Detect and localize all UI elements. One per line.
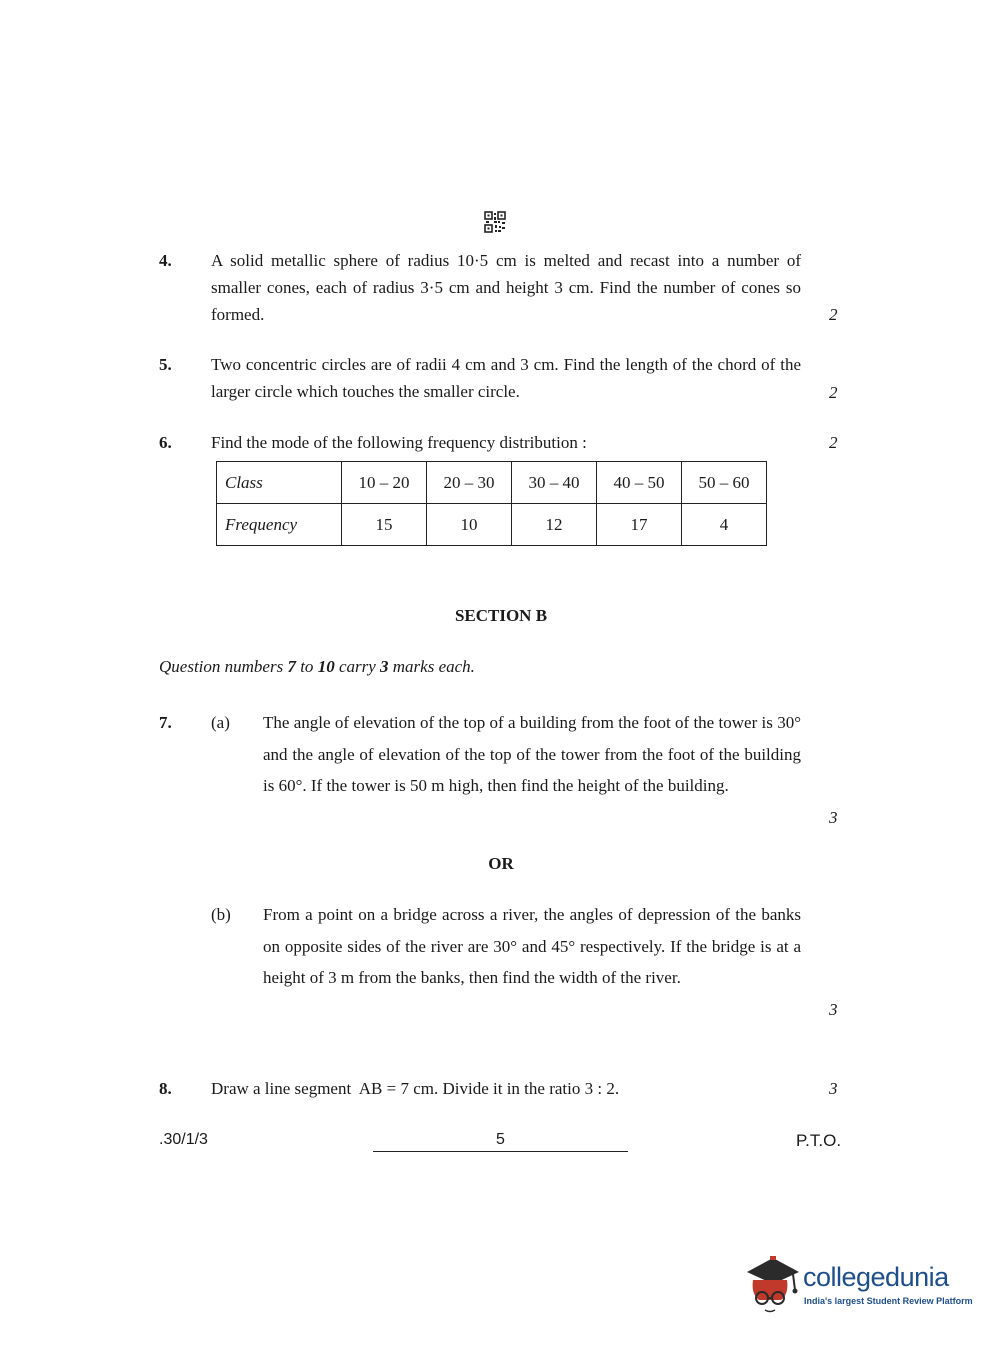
question-4-text: A solid metallic sphere of radius 10·5 cm is melted and recast into a number of smaller cones, each of radius 3·5 cm and height 3 cm. Find the number of cones so formed. xyxy=(211,251,801,324)
question-6-marks: 2 xyxy=(829,433,838,452)
table-cell: 10 xyxy=(427,504,512,546)
page-number: 5 xyxy=(496,1131,505,1148)
footer-rule xyxy=(373,1151,628,1152)
question-8-number: 8. xyxy=(159,1079,172,1098)
question-7b-label: (b) xyxy=(211,905,231,924)
question-6-number: 6. xyxy=(159,433,172,452)
instruction-text: to xyxy=(295,657,318,676)
table-row-frequency xyxy=(217,504,767,546)
question-5-marks: 2 xyxy=(829,383,838,402)
collegedunia-logo-icon xyxy=(743,1250,801,1318)
paper-code: .30/1/3 xyxy=(159,1131,208,1148)
section-instruction xyxy=(159,657,475,677)
question-7a-marks: 3 xyxy=(829,808,838,827)
question-7b-text: From a point on a bridge across a river, the angles of depression of the banks on opposite sides of the river are 30° and 45° respectively. If the bridge is at a height of 3 m from the banks, then find the width of the river. xyxy=(263,905,801,987)
instruction-to: 10 xyxy=(317,657,335,676)
table-cell: 15 xyxy=(342,504,427,546)
table-cell: 12 xyxy=(512,504,597,546)
instruction-from: 7 xyxy=(287,657,296,676)
question-8-marks: 3 xyxy=(829,1079,838,1098)
table-row-head: Class xyxy=(217,462,342,504)
question-6-text: Find the mode of the following frequency distribution : xyxy=(211,433,587,452)
question-8-text: Draw a line segment AB = 7 cm. Divide it in the ratio 3 : 2. xyxy=(211,1079,620,1098)
watermark-tagline: India's largest Student Review Platform xyxy=(804,1296,973,1306)
table-cell: 17 xyxy=(597,504,682,546)
table-cell: 30 – 40 xyxy=(512,462,597,504)
question-4-marks: 2 xyxy=(829,305,838,324)
question-7a-label: (a) xyxy=(211,713,230,732)
question-5-text: Two concentric circles are of radii 4 cm and 3 cm. Find the length of the chord of the larger circle which touches the smaller circle. xyxy=(211,355,801,401)
table-cell: 4 xyxy=(682,504,767,546)
question-7b-marks: 3 xyxy=(829,1000,838,1019)
question-7-number: 7. xyxy=(159,713,172,732)
question-4-number: 4. xyxy=(159,251,172,270)
table-cell: 50 – 60 xyxy=(682,462,767,504)
watermark-brand: collegedunia xyxy=(803,1262,949,1292)
table-cell: 20 – 30 xyxy=(427,462,512,504)
table-cell: 10 – 20 xyxy=(342,462,427,504)
question-5-number: 5. xyxy=(159,355,172,374)
section-title: SECTION B xyxy=(454,606,548,625)
or-separator: OR xyxy=(488,854,514,873)
instruction-text: marks each. xyxy=(388,657,475,676)
frequency-table xyxy=(216,461,767,546)
instruction-text: Question numbers xyxy=(159,657,288,676)
table-row-head: Frequency xyxy=(217,504,342,546)
instruction-text: carry xyxy=(334,657,381,676)
table-row-class xyxy=(217,462,767,504)
table-cell: 40 – 50 xyxy=(597,462,682,504)
instruction-marks: 3 xyxy=(380,657,389,676)
question-7a-text: The angle of elevation of the top of a building from the foot of the tower is 30° and the angle of elevation of the top of the tower from the foot of the building is 60°. If the tower is 50 m high, then find the height of the building. xyxy=(263,713,801,795)
qr-code-icon xyxy=(484,211,506,233)
pto-label: P.T.O. xyxy=(796,1131,842,1150)
